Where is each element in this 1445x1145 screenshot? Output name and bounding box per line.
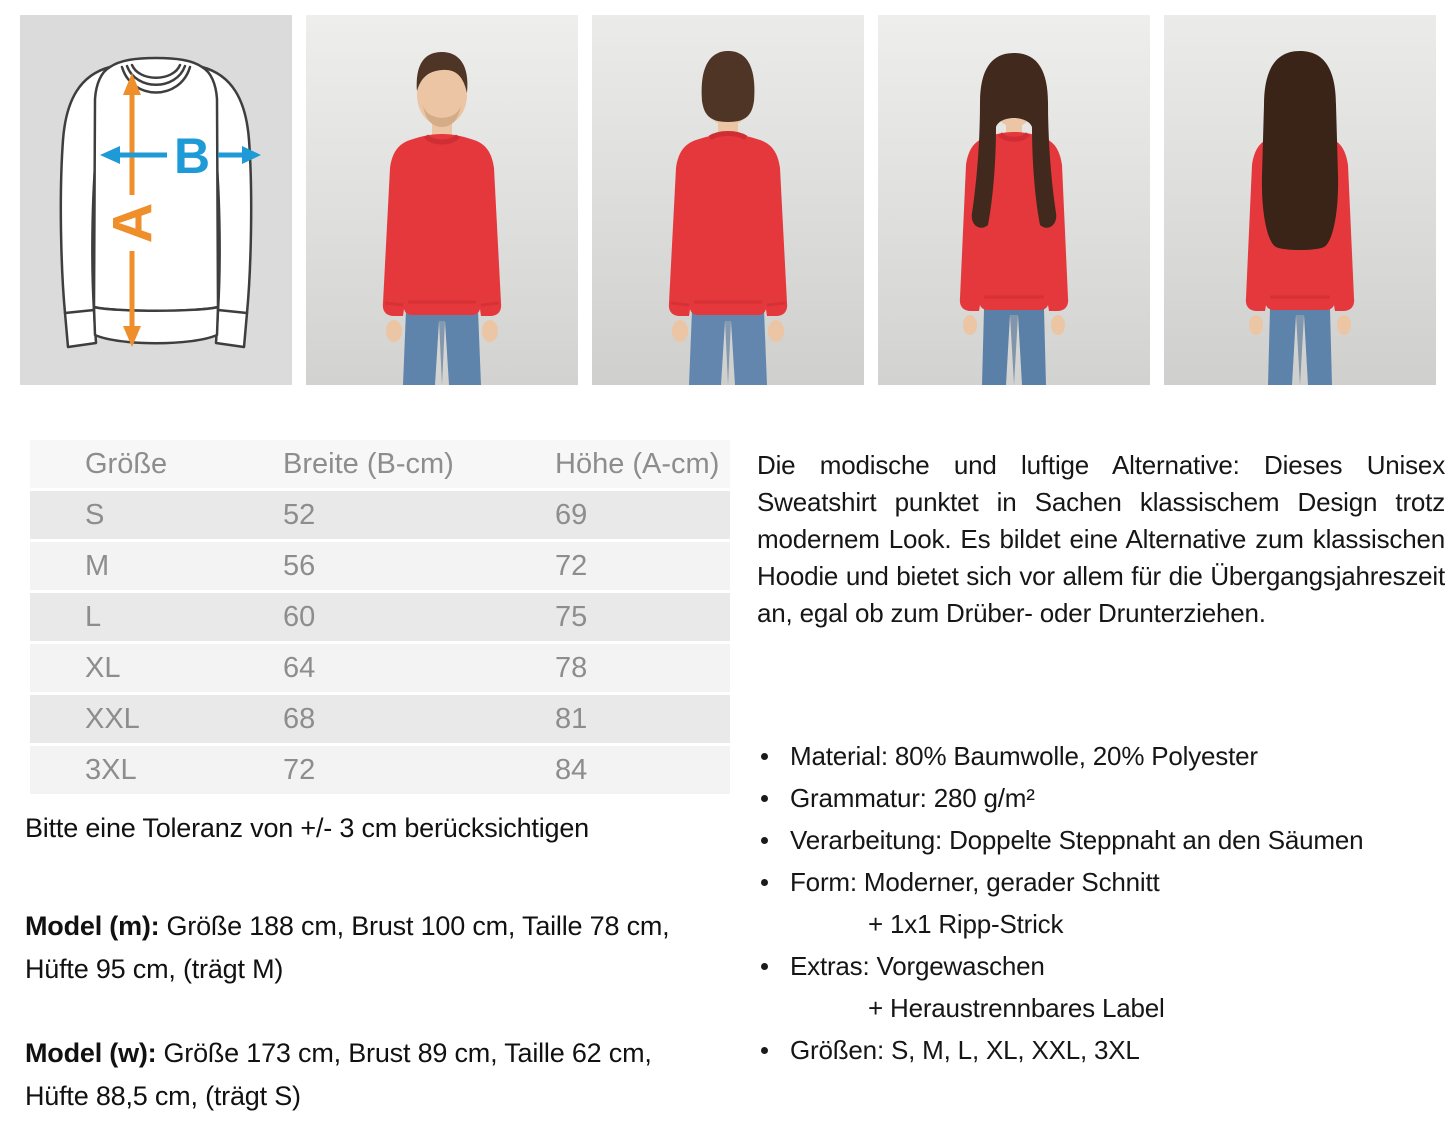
size-cell-value: 72 (555, 549, 588, 582)
feature-text: Form: Moderner, gerader Schnitt (790, 867, 1160, 897)
woman-back-hair (1262, 51, 1338, 250)
man-front-illustration (306, 15, 578, 385)
feature-extra-line: + 1x1 Ripp-Strick (868, 909, 1064, 939)
man-sweatshirt (383, 134, 501, 316)
man-back-hair (702, 51, 755, 122)
model-m-details: Größe 188 cm, Brust 100 cm, Taille 78 cm, Hüfte 95 cm, (trägt M) (25, 911, 670, 984)
size-cell-value: 72 (283, 753, 316, 786)
col-header-size: Größe (85, 447, 168, 480)
woman-back-illustration (1164, 15, 1436, 385)
size-cell-value: 81 (555, 702, 588, 735)
feature-text: Größen: S, M, L, XL, XXL, 3XL (790, 1035, 1140, 1065)
size-cell-value: 69 (555, 498, 588, 531)
size-table-row (30, 542, 730, 590)
feature-item (757, 1029, 1445, 1071)
bullet-dot (761, 837, 768, 844)
diagram-hem (94, 307, 218, 343)
size-table-header-row (30, 440, 730, 488)
size-table-row (30, 746, 730, 794)
photo-man-back (592, 15, 864, 385)
man-back-sweatshirt (669, 134, 787, 316)
size-cell-label: XXL (85, 702, 140, 735)
size-table-row (30, 593, 730, 641)
feature-text: Extras: Vorgewaschen (790, 951, 1045, 981)
size-cell-label: S (85, 498, 105, 531)
size-cell-value: 56 (283, 549, 316, 582)
model-w-label: Model (w): (25, 1038, 157, 1068)
bullet-dot (761, 963, 768, 970)
feature-text: Verarbeitung: Doppelte Steppnaht an den Säumen (790, 825, 1364, 855)
diagram-body (94, 58, 218, 311)
size-cell-value: 68 (283, 702, 316, 735)
size-table (30, 437, 730, 797)
size-diagram-image (20, 15, 292, 385)
size-table-body (30, 491, 730, 794)
size-cell-value: 52 (283, 498, 316, 531)
size-cell-value: 84 (555, 753, 588, 786)
size-cell-label: L (85, 600, 102, 633)
model-w-details: Größe 173 cm, Brust 89 cm, Taille 62 cm, Hüfte 88,5 cm, (trägt S) (25, 1038, 652, 1111)
photo-woman-front (878, 15, 1150, 385)
col-header-height: Höhe (A-cm) (555, 447, 720, 480)
size-cell-value: 64 (283, 651, 316, 684)
size-cell-value: 78 (555, 651, 588, 684)
photo-woman-back (1164, 15, 1436, 385)
model-w-measurements (25, 1032, 705, 1118)
size-cell-label: M (85, 549, 110, 582)
feature-item (757, 861, 1445, 945)
feature-item (757, 819, 1445, 861)
feature-item (757, 945, 1445, 1029)
size-cell-label: XL (85, 651, 121, 684)
bullet-dot (761, 753, 768, 760)
feature-list (757, 735, 1445, 1071)
col-header-width: Breite (B-cm) (283, 447, 454, 480)
photo-man-front (306, 15, 578, 385)
model-m-label: Model (m): (25, 911, 160, 941)
size-cell-value: 60 (283, 600, 316, 633)
width-arrow-label: B (173, 128, 211, 184)
product-description: Die modische und luftige Alternative: Dieses Unisex Sweatshirt punktet in Sachen klassischem Design trotz modernem Look. Es bildet eine Alternative zum klassischen Hoodie und bietet sich vor allem für die Übergangsjahreszeit an, egal ob zum Drüber- oder Drunterziehen. (757, 450, 1445, 628)
tolerance-note: Bitte eine Toleranz von +/- 3 cm berücksichtigen (25, 813, 589, 843)
size-table-row (30, 644, 730, 692)
feature-item (757, 735, 1445, 777)
bullet-dot (761, 795, 768, 802)
feature-item (757, 777, 1445, 819)
feature-extra-line: + Heraustrennbares Label (868, 993, 1165, 1023)
size-cell-value: 75 (555, 600, 588, 633)
size-table-row (30, 491, 730, 539)
model-m-measurements (25, 905, 705, 991)
woman-front-illustration (878, 15, 1150, 385)
size-cell-label: 3XL (85, 753, 137, 786)
bullet-dot (761, 879, 768, 886)
feature-text: Material: 80% Baumwolle, 20% Polyester (790, 741, 1258, 771)
sweatshirt-measure-diagram (20, 15, 292, 385)
bullet-dot (761, 1047, 768, 1054)
man-back-illustration (592, 15, 864, 385)
feature-text: Grammatur: 280 g/m² (790, 783, 1035, 813)
size-table-row (30, 695, 730, 743)
height-arrow-label: A (100, 202, 164, 244)
